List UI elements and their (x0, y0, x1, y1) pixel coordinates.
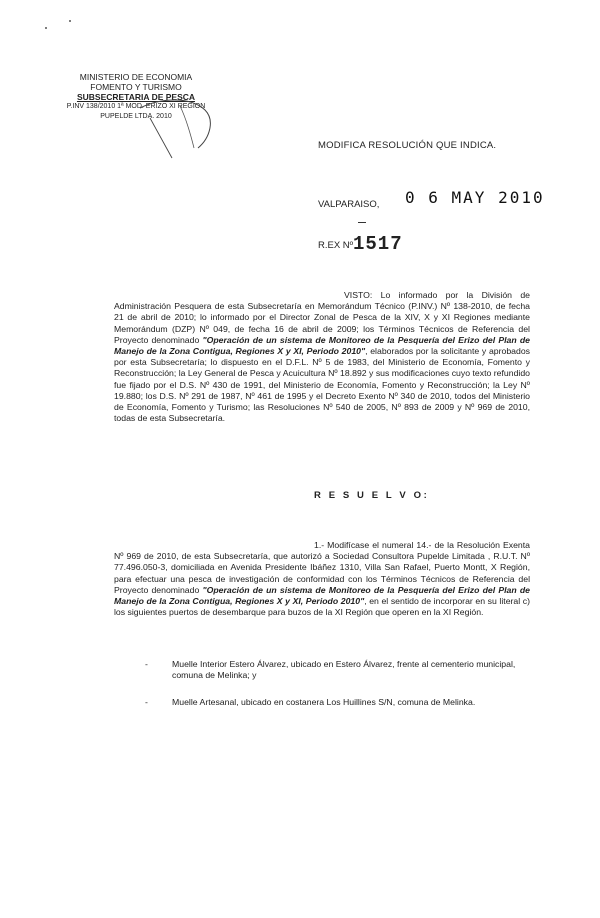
reference-line-2: PUPELDE LTDA. 2010 (100, 113, 172, 120)
article-1-paragraph (114, 540, 530, 618)
visto-paragraph (114, 290, 530, 424)
project-name-2: "Operación de un sistema de Monitoreo de la Pesquería del Erizo del Plan de Manejo de la Zona Contigua, Regiones X y XI, Periodo 2010" (114, 584, 530, 607)
bullet-dash: - (145, 659, 148, 669)
article-1-text: 1.- Modifícase el numeral 14.- de la Resolución Exenta Nº 969 de 2010, de esta Subsecretaría, que autorizó a Sociedad Consultora Pupelde Limitada , R.U.T. Nº 77.496.050-3, domiciliada en Avenida Presidente Ibáñez 1310, Villa San Rafael, Puerto Montt, X Región, para efectuar una pesca de investigación de conformidad con los Términos Técnicos de Referencia del Proyecto denominado (114, 540, 530, 595)
list-item-text: Muelle Interior Estero Álvarez, ubicado en Estero Álvarez, frente al cementerio municipal, comuna de Melinka; y (172, 659, 516, 681)
place-label: VALPARAISO, (318, 199, 380, 210)
article-1-text-end: , en el sentido de incorporar en su literal c) los siguientes puertos de desembarque para buzos de la XI Región que operen en la XI Región. (114, 596, 531, 618)
reference-line: P.INV 138/2010 1ª MOD. ERIZO XI REGION (66, 103, 206, 110)
ministry-name: MINISTERIO DE ECONOMIA (79, 72, 193, 82)
date-stamp: 0 6 MAY 2010 (405, 188, 545, 207)
resolution-number: 1517 (353, 233, 403, 255)
signature-mark (120, 88, 240, 176)
bullet-dash: - (145, 697, 148, 707)
list-item-text: Muelle Artesanal, ubicado en costanera Los Huillines S/N, comuna de Melinka. (172, 697, 476, 707)
visto-label: VISTO: (344, 290, 373, 300)
scan-speck (45, 27, 47, 29)
divider (358, 222, 366, 223)
scan-speck (69, 20, 71, 22)
ministry-name-line2: FOMENTO Y TURISMO (90, 82, 182, 92)
visto-text: Lo informado por la División de Administración Pesquera de esta Subsecretaría en Memorándum Técnico (P.INV.) Nº 138-2010, de fecha 21 de abril de 2010; lo informado por el Director Zonal de Pesca de la XIV, X y XI Regiones mediante Memorándum (DZP) Nº 049, de fecha 16 de abril de 2009; los Términos Técnicos de Referencia del Proyecto denominado (114, 290, 530, 345)
visto-text-end: , elaborados por la solicitante y aprobados por esta Subsecretaría; lo dispuesto en el D.F.L. Nº 5 de 1983, del Ministerio de Economía, Fomento y Reconstrucción; la Ley General de Pesca y Acuicultura Nº 18.892 y sus modificaciones cuyo texto refundido fue fijado por el D.S. Nº 430 de 1991, del Ministerio de Economía, Fomento y Reconstrucción; la Ley Nº 19.880; los D.S. Nº 291 de 1987, Nº 461 de 1995 y el Decreto Exento Nº 340 de 2010, todos del Ministerio de Economía, Fomento y Turismo; las Resoluciones Nº 540 de 2005, Nº 893 de 2009 y Nº 969 de 2010, todas de esta Subsecretaría. (114, 346, 530, 424)
list-item (145, 697, 532, 708)
subsecretaria-name: SUBSECRETARIA DE PESCA (76, 92, 196, 102)
list-item (145, 659, 532, 681)
document-title: MODIFICA RESOLUCIÓN QUE INDICA. (318, 140, 497, 151)
resolution-label: R.EX Nº (318, 240, 354, 251)
resuelvo-heading: R E S U E L V O: (314, 490, 430, 501)
project-name: "Operación de un sistema de Monitoreo de la Pesquería del Erizo del Plan de Manejo de la Zona Contigua, Regiones X y XI, Periodo 2010" (114, 334, 530, 357)
